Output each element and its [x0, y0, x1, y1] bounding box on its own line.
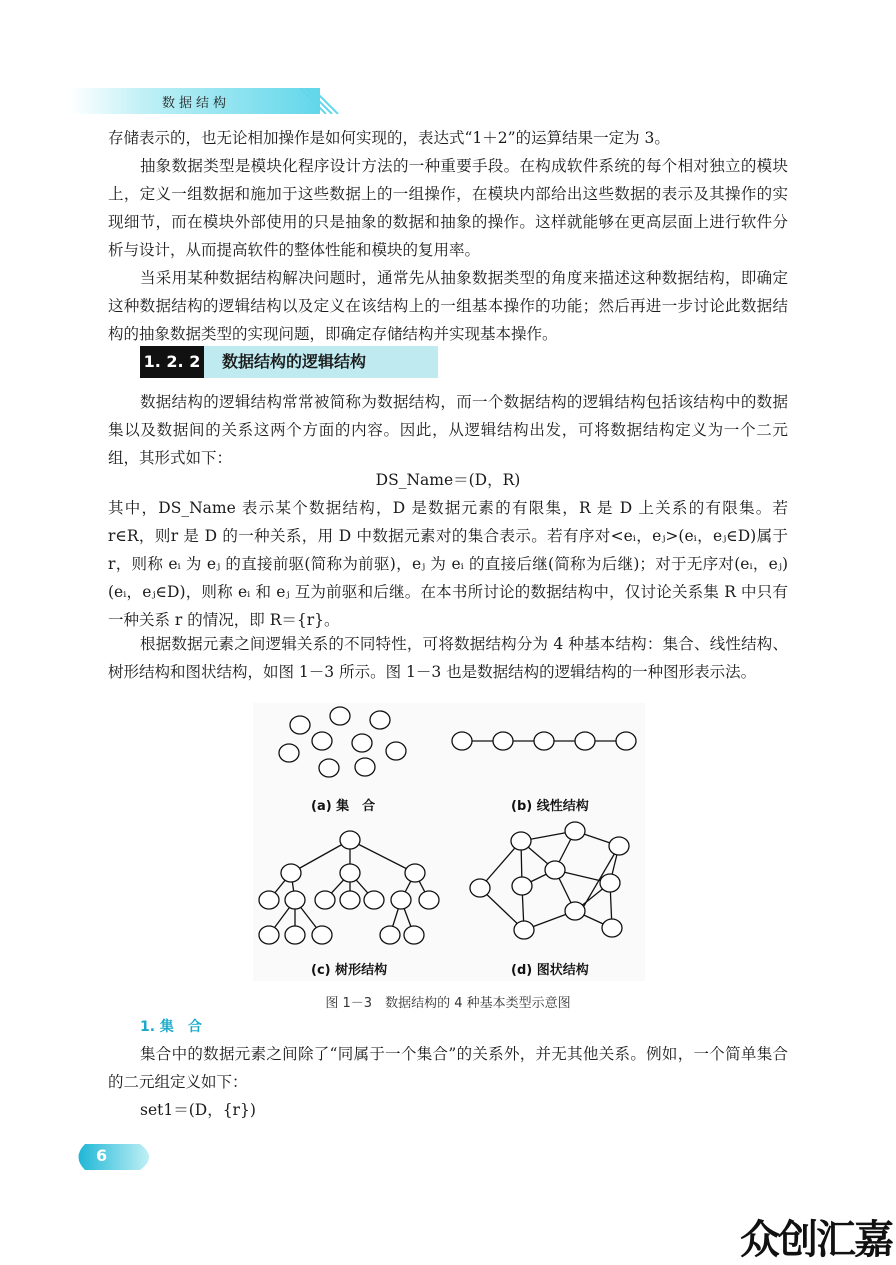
page-number: 6 — [96, 1146, 108, 1165]
graph-diagram — [470, 822, 629, 939]
subheading-set: 1. 集 合 — [140, 1019, 202, 1035]
figure-caption: 图 1－3 数据结构的 4 种基本类型示意图 — [325, 996, 571, 1011]
set-definition: set1＝(D，{r}) — [140, 1101, 256, 1119]
figure-1-3 — [253, 703, 645, 981]
paragraph-5: 根据数据元素之间逻辑关系的不同特性，可将数据结构分为 4 种基本结构：集合、线性结构、树形结构和图状结构，如图 1－3 所示。图 1－3 也是数据结构的逻辑结构的一种图形表示法。 — [108, 635, 788, 681]
formula: DS_Name＝(D，R) — [375, 471, 521, 489]
figure-diagram — [253, 703, 645, 981]
linear-diagram — [452, 732, 636, 750]
running-header — [70, 88, 340, 114]
page-badge-shape — [70, 1142, 160, 1172]
tree-diagram — [259, 831, 439, 944]
paragraph-2: 当采用某种数据结构解决问题时，通常先从抽象数据类型的角度来描述这种数据结构，即确定这种数据结构的逻辑结构以及定义在该结构上的一组基本操作的功能；然后再进一步讨论此数据结构的抽象数据类型的实现问题，即确定存储结构并实现基本操作。 — [108, 269, 788, 343]
figure-label-b: (b) 线性结构 — [511, 799, 589, 814]
section-title: 数据结构的逻辑结构 — [204, 346, 438, 378]
section-number: 1. 2. 2 — [140, 346, 204, 378]
header-title: 数据结构 — [162, 96, 231, 111]
paragraph-3: 数据结构的逻辑结构常常被简称为数据结构，而一个数据结构的逻辑结构包括该结构中的数据集以及数据间的关系这两个方面的内容。因此，从逻辑结构出发，可将数据结构定义为一个二元组，其形式如下： — [108, 393, 788, 467]
figure-label-c: (c) 树形结构 — [311, 963, 388, 978]
figure-label-a: (a) 集 合 — [311, 799, 376, 814]
paragraph-4: 其中，DS_Name 表示某个数据结构，D 是数据元素的有限集，R 是 D 上关系的有限集。若 r∈R，则r 是 D 的一种关系，用 D 中数据元素对的集合表示。若有序对<eᵢ，eⱼ>(eᵢ，eⱼ∈D)属于 r，则称 eᵢ 为 eⱼ 的直接前驱(简称为前驱)，eⱼ 为 eᵢ 的直接后继(简称为后继)；对于无序对(eᵢ，eⱼ)(eᵢ，eⱼ∈D)，则称 eᵢ 和 eⱼ 互为前驱和后继。在本书所讨论的数据结构中，仅讨论关系集 R 中只有一种关系 r 的情况，即 R＝{r}。 — [108, 499, 788, 629]
paragraph-1: 抽象数据类型是模块化程序设计方法的一种重要手段。在构成软件系统的每个相对独立的模块上，定义一组数据和施加于这些数据上的一组操作，在模块内部给出这些数据的表示及其操作的实现细节，而在模块外部使用的只是抽象的数据和抽象的操作。这样就能够在更高层面上进行软件分析与设计，从而提高软件的整体性能和模块的复用率。 — [108, 157, 788, 259]
page-number-badge — [70, 1142, 160, 1172]
figure-label-d: (d) 图状结构 — [511, 963, 589, 978]
section-heading — [140, 346, 438, 378]
header-stripes — [300, 88, 340, 114]
set-diagram — [279, 707, 406, 777]
watermark-logo: 众创汇嘉 — [740, 1217, 892, 1263]
paragraph-0: 存储表示的，也无论相加操作是如何实现的，表达式“1＋2”的运算结果一定为 3。 — [108, 129, 670, 147]
paragraph-6: 集合中的数据元素之间除了“同属于一个集合”的关系外，并无其他关系。例如，一个简单集合的二元组定义如下： — [108, 1045, 788, 1091]
